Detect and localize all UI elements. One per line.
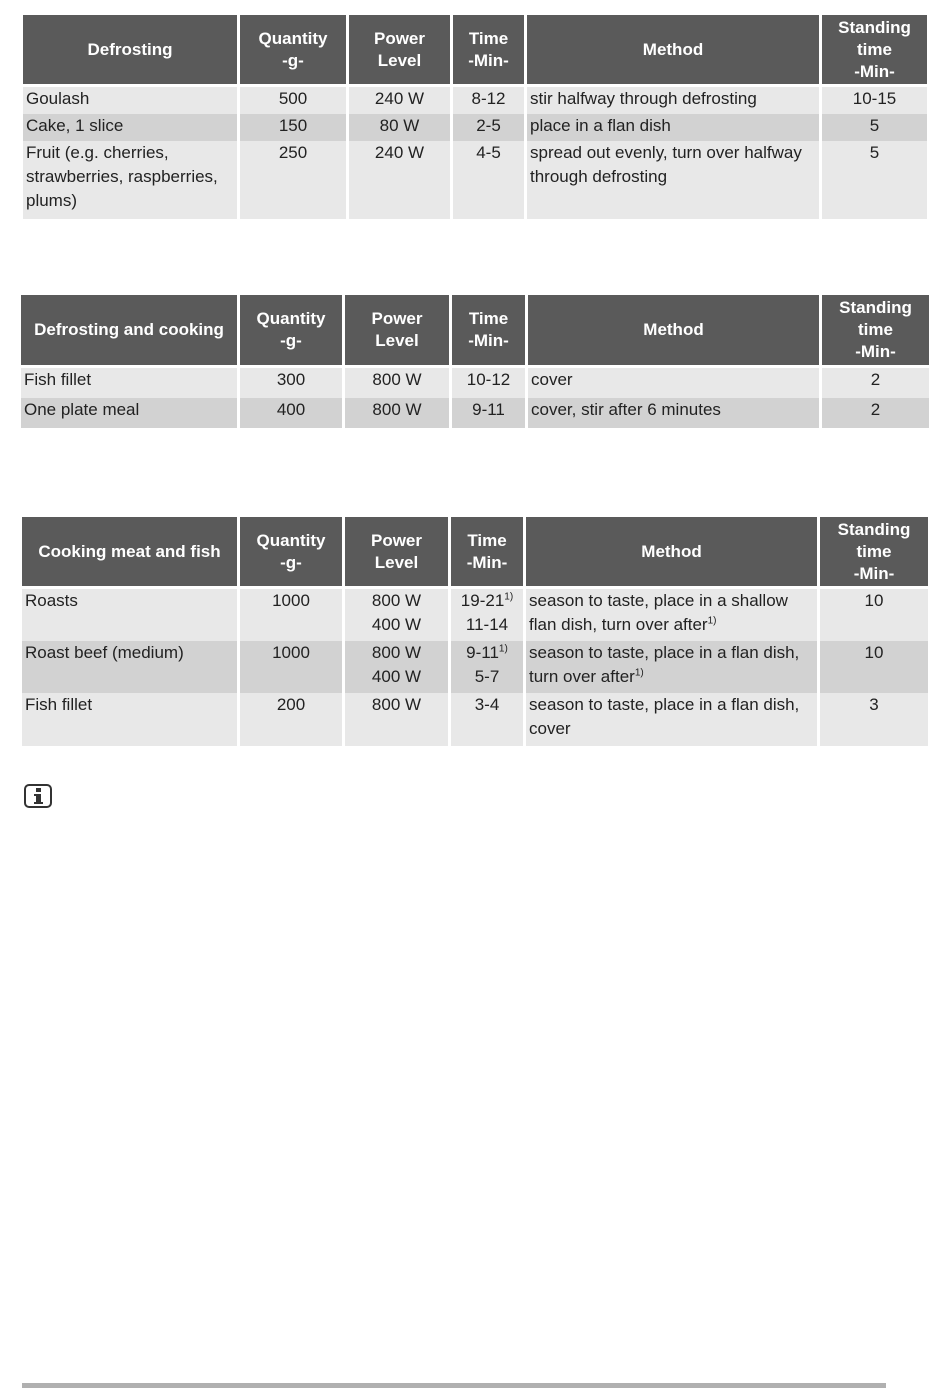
header-power: Power Level (345, 517, 448, 589)
header-quantity: Quantity -g- (240, 15, 346, 87)
header-standing-time: Standing time -Min- (822, 295, 929, 368)
quantity-cell: 400 (240, 398, 342, 428)
header-food: Defrosting and cooking (21, 295, 237, 368)
method-cell: spread out evenly, turn over halfway through defrosting (527, 141, 819, 219)
header-time: Time -Min- (453, 15, 524, 87)
time-cell: 19-21$^{1)}$ 11-14 (451, 589, 523, 641)
food-cell: Roast beef (medium) (22, 641, 237, 693)
power-cell: 800 W (345, 368, 449, 398)
table-row (23, 87, 927, 114)
power-cell: 80 W (349, 114, 450, 141)
table-row (21, 368, 929, 398)
method-cell: place in a flan dish (527, 114, 819, 141)
time-cell: 9-11$^{1)}$ 5-7 (451, 641, 523, 693)
quantity-cell: 250 (240, 141, 346, 219)
food-cell: Goulash (23, 87, 237, 114)
power-cell: 240 W (349, 141, 450, 219)
method-cell: season to taste, place in a flan dish, cover (526, 693, 817, 746)
standing-time-cell: 2 (822, 398, 929, 428)
time-cell: 8-12 (453, 87, 524, 114)
method-cell: season to taste, place in a flan dish, turn over after$^{1)}$ (526, 641, 817, 693)
header-standing-time: Standing time -Min- (822, 15, 927, 87)
quantity-cell: 200 (240, 693, 342, 746)
footnote-marker: 1) (634, 667, 644, 679)
standing-time-cell: 10 (820, 589, 928, 641)
method-cell: stir halfway through defrosting (527, 87, 819, 114)
time-cell: 10-12 (452, 368, 525, 398)
time-cell: 4-5 (453, 141, 524, 219)
header-method: Method (528, 295, 819, 368)
standing-time-cell: 2 (822, 368, 929, 398)
standing-time-cell: 3 (820, 693, 928, 746)
defrosting-table (20, 15, 930, 219)
header-food: Defrosting (23, 15, 237, 87)
food-cell: Fish fillet (22, 693, 237, 746)
food-cell: Fish fillet (21, 368, 237, 398)
standing-time-cell: 5 (822, 114, 927, 141)
info-icon (24, 784, 52, 808)
power-cell: 240 W (349, 87, 450, 114)
table-row (21, 398, 929, 428)
time-cell: 3-4 (451, 693, 523, 746)
header-power: Power Level (345, 295, 449, 368)
table-row (22, 641, 928, 693)
header-power: Power Level (349, 15, 450, 87)
quantity-cell: 300 (240, 368, 342, 398)
food-cell: Roasts (22, 589, 237, 641)
quantity-cell: 1000 (240, 589, 342, 641)
footnote-marker: 1) (707, 615, 717, 627)
quantity-cell: 500 (240, 87, 346, 114)
power-cell: 800 W (345, 693, 448, 746)
quantity-cell: 1000 (240, 641, 342, 693)
power-cell: 800 W 400 W (345, 641, 448, 693)
food-cell: Cake, 1 slice (23, 114, 237, 141)
table-row (23, 114, 927, 141)
standing-time-cell: 5 (822, 141, 927, 219)
food-cell: Fruit (e.g. cherries, strawberries, raspberries, plums) (23, 141, 237, 219)
header-method: Method (527, 15, 819, 87)
header-method: Method (526, 517, 817, 589)
footnote-marker: 1) (504, 591, 514, 603)
standing-time-cell: 10 (820, 641, 928, 693)
table-row (22, 589, 928, 641)
header-time: Time -Min- (451, 517, 523, 589)
cooking-meat-and-fish-table (19, 517, 931, 746)
defrosting-and-cooking-table (18, 295, 932, 428)
food-cell: One plate meal (21, 398, 237, 428)
footer-divider (22, 1383, 886, 1388)
table-row (23, 141, 927, 219)
method-cell: cover (528, 368, 819, 398)
table-row (22, 693, 928, 746)
power-cell: 800 W (345, 398, 449, 428)
footnote-marker: 1) (498, 643, 508, 655)
standing-time-cell: 10-15 (822, 87, 927, 114)
header-quantity: Quantity -g- (240, 295, 342, 368)
method-cell: cover, stir after 6 minutes (528, 398, 819, 428)
header-standing-time: Standing time -Min- (820, 517, 928, 589)
header-quantity: Quantity -g- (240, 517, 342, 589)
header-time: Time -Min- (452, 295, 525, 368)
quantity-cell: 150 (240, 114, 346, 141)
power-cell: 800 W 400 W (345, 589, 448, 641)
time-cell: 9-11 (452, 398, 525, 428)
method-cell: season to taste, place in a shallow flan dish, turn over after$^{1)}$ (526, 589, 817, 641)
header-food: Cooking meat and fish (22, 517, 237, 589)
time-cell: 2-5 (453, 114, 524, 141)
